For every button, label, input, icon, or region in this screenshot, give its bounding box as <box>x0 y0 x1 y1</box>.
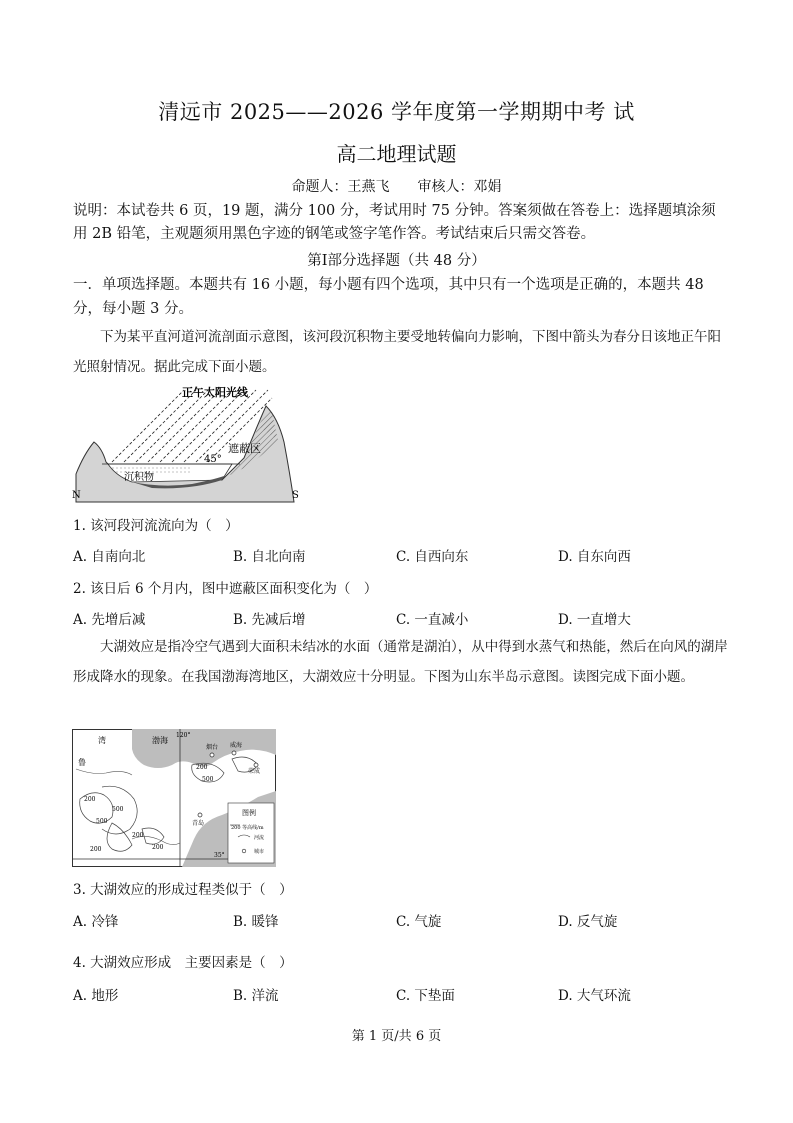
contour-label: 500 <box>96 818 108 825</box>
bay-label: 湾 <box>98 736 106 745</box>
region-label: 鲁 <box>78 758 86 767</box>
exam-authors: 命题人：王燕飞 审核人：邓娟 <box>291 179 502 195</box>
legend-city: 城市 <box>254 849 265 855</box>
shade-label: 遮蔽区 <box>228 442 261 455</box>
contour-label: 500 <box>202 776 214 783</box>
contour-label: 200 <box>132 832 144 839</box>
city-weihai: 威海 <box>230 742 243 749</box>
legend-river: 河流 <box>254 835 265 841</box>
sunlight-label: 正午太阳光线 <box>182 386 248 399</box>
question-4: 4. 大湖效应形成 主要因素是（ ） <box>73 955 293 971</box>
q4-option-d[interactable]: D. 大气环流 <box>558 988 631 1004</box>
city-yantai: 烟台 <box>206 744 219 751</box>
q1-option-a[interactable]: A. 自南向北 <box>73 549 146 565</box>
q4-option-a[interactable]: A. 地形 <box>73 988 119 1004</box>
q2-option-a[interactable]: A. 先增后减 <box>73 612 146 628</box>
lat-label: 35° <box>214 852 225 859</box>
contour-label: 500 <box>112 806 124 813</box>
legend-contour: 200 等高线/m <box>231 825 264 831</box>
passage-1: 下为某平直河道河流剖面示意图，该河段沉积物主要受地转偏向力影响，下图中箭头为春分日该地正午阳光照射情况。据此完成下面小题。 <box>73 329 721 375</box>
contour-label: 200 <box>152 844 164 851</box>
q3-option-b[interactable]: B. 暖锋 <box>233 914 279 930</box>
lon-label: 120° <box>176 732 191 739</box>
passage-2: 大湖效应是指冷空气遇到大面积未结冰的水面（通常是湖泊），从中得到水蒸气和热能，然后在向风的湖岸形成降水的现象。在我国渤海湾地区，大湖效应十分明显。下图为山东半岛示意图。读图完成下面小题。 <box>73 639 728 685</box>
sediment-label: 沉积物 <box>124 472 154 483</box>
question-2: 2. 该日后 6 个月内，图中遮蔽区面积变化为（ ） <box>73 581 378 597</box>
question-3: 3. 大湖效应的形成过程类似于（ ） <box>73 882 293 898</box>
page-footer: 第 1 页/共 6 页 <box>351 1029 442 1044</box>
q1-option-b[interactable]: B. 自北向南 <box>233 549 306 565</box>
q2-option-d[interactable]: D. 一直增大 <box>558 612 631 628</box>
question-1: 1. 该河段河流流向为（ ） <box>73 518 239 534</box>
shandong-map-figure <box>72 729 276 867</box>
legend-title: 图例 <box>242 809 256 817</box>
q3-option-a[interactable]: A. 冷锋 <box>73 914 119 930</box>
contour-label: 200 <box>90 846 102 853</box>
section-intro: 一．单项选择题。本题共有 16 小题，每小题有四个选项，其中只有一个选项是正确的，本题共 48 分，每小题 3 分。 <box>73 277 704 317</box>
section-title: 第Ⅰ部分选择题（共 48 分） <box>307 253 486 269</box>
city-rongcheng: 荣成 <box>248 768 261 775</box>
north-label: N <box>72 490 81 501</box>
q1-option-c[interactable]: C. 自西向东 <box>396 549 469 565</box>
q4-option-c[interactable]: C. 下垫面 <box>396 988 455 1004</box>
contour-label: 200 <box>196 764 208 771</box>
q1-option-d[interactable]: D. 自东向西 <box>558 549 631 565</box>
river-profile-figure <box>72 384 302 504</box>
q3-option-c[interactable]: C. 气旋 <box>396 914 442 930</box>
south-label: S <box>292 490 299 501</box>
contour-label: 200 <box>84 796 96 803</box>
angle-label: 45° <box>204 454 222 465</box>
instructions: 说明：本试卷共 6 页，19 题，满分 100 分，考试用时 75 分钟。答案须做在答卷上：选择题填涂须用 2B 铅笔，主观题须用黑色字迹的钢笔或签字笔作答。考试结束后只需交答卷。 <box>73 203 716 242</box>
exam-subtitle: 高二地理试题 <box>336 142 457 166</box>
q3-option-d[interactable]: D. 反气旋 <box>558 914 618 930</box>
q2-option-c[interactable]: C. 一直减小 <box>396 612 469 628</box>
city-qingdao: 青岛 <box>192 820 205 827</box>
exam-title: 清远市 2025——2026 学年度第一学期期中考 试 <box>158 100 635 124</box>
sea-label: 渤海 <box>152 736 168 745</box>
q4-option-b[interactable]: B. 洋流 <box>233 988 279 1004</box>
q2-option-b[interactable]: B. 先减后增 <box>233 612 306 628</box>
